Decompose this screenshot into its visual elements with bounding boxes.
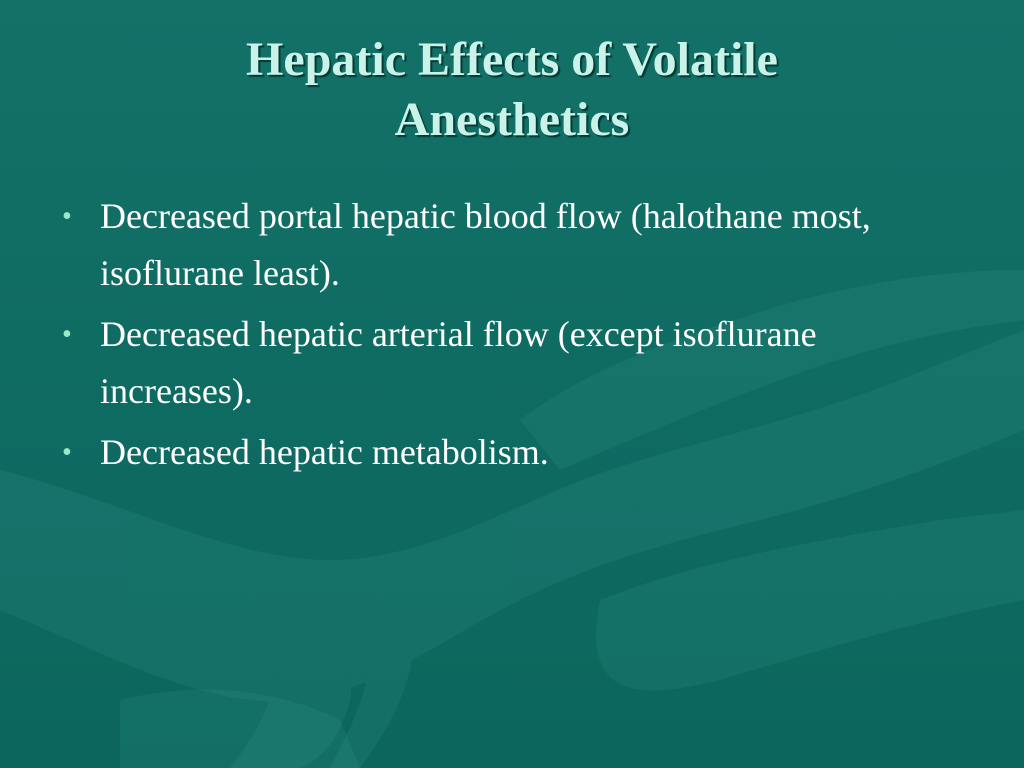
bullet-icon: •	[62, 319, 72, 350]
bullet-text: Decreased hepatic metabolism.	[100, 432, 549, 472]
bullet-icon: •	[62, 437, 72, 468]
bullet-item	[58, 188, 958, 302]
bullet-text: Decreased hepatic arterial flow (except isoflurane increases).	[100, 314, 817, 411]
slide-title	[60, 30, 964, 150]
slide-title-line-1: Hepatic Effects of Volatile	[246, 33, 778, 86]
bullet-list	[58, 188, 958, 485]
bullet-item	[58, 306, 958, 420]
bullet-item	[58, 424, 958, 481]
bullet-text: Decreased portal hepatic blood flow (halothane most, isoflurane least).	[100, 196, 871, 293]
slide-title-line-2: Anesthetics	[394, 93, 630, 146]
bullet-icon: •	[62, 201, 72, 232]
